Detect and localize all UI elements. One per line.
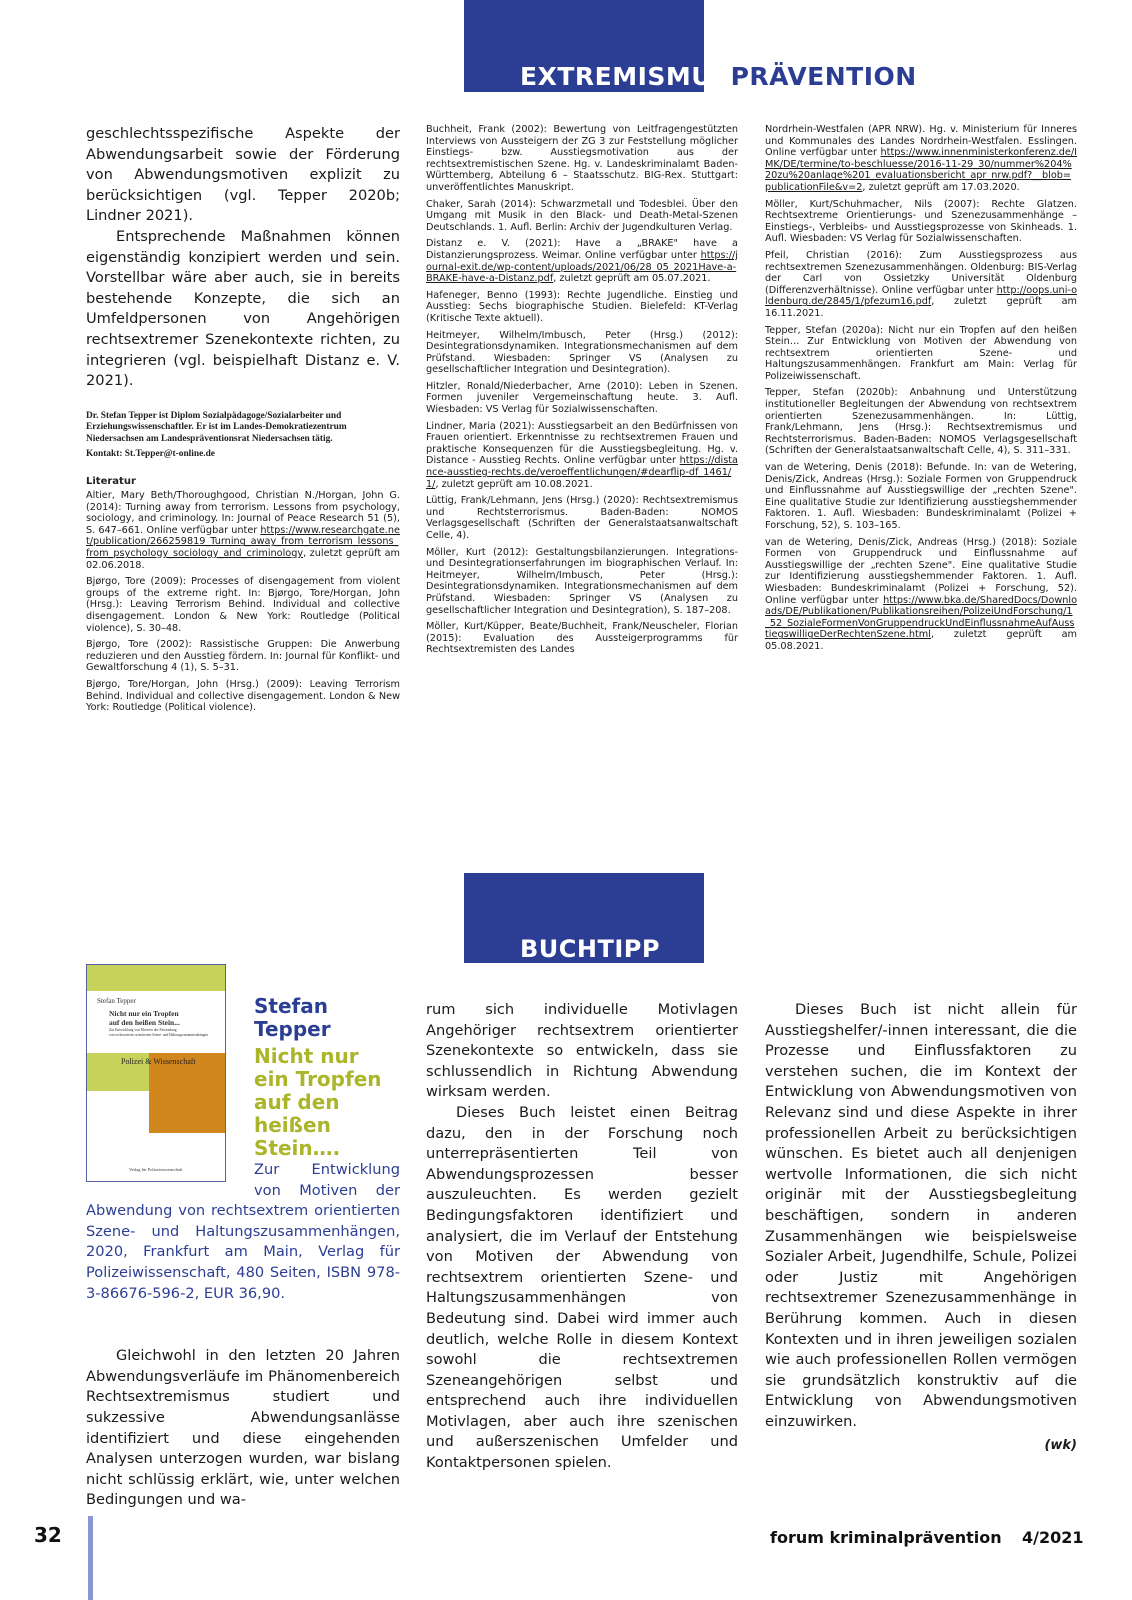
book-details xyxy=(86,1160,400,1304)
literature-entry xyxy=(426,330,738,376)
literature-text-after: , zuletzt geprüft am 05.07.2021. xyxy=(553,273,711,285)
literature-text: Tepper, Stefan (2020b): Anbahnung und Unterstützung institutioneller Begleitungen der Abwendung von rechtsextrem orientierten Szenezusammenhängen. In: Lüttig, Frank/Lehmann, Jens (Hrsg.): Rechtsextremismus und Rechtsterrorismus. Baden-Baden: NOMOS Verlagsgesellschaft (Schriften der Generalstaatsanwaltschaft Celle, 4), S. 311–331. xyxy=(765,387,1077,457)
cover-series: Polizei & Wissenschaft xyxy=(121,1057,196,1066)
book-heading xyxy=(254,995,400,1160)
literature-heading: Literatur xyxy=(86,476,136,488)
book-author: Stefan Tepper xyxy=(254,994,331,1041)
book-title: Nicht nur ein Tropfen auf den heißen Stein…. xyxy=(254,1044,382,1160)
literature-text: Heitmeyer, Wilhelm/Imbusch, Peter (Hrsg.) (2012): Desintegrationsdynamiken. Integrationsmechanismen auf dem Prüfstand. Wiesbaden: Springer VS (Analysen zu gesellschaftlicher Integration und Desintegration). xyxy=(426,329,738,376)
literature-entry xyxy=(765,250,1077,320)
literature-entry xyxy=(426,547,738,617)
literature-text-after: , zuletzt geprüft am 16.11.2021. xyxy=(765,296,1077,319)
literature-link[interactable]: https://www.bka.de/SharedDocs/Downloads/DE/Publikationen/Publikationsreihen/PolizeiUndForschung/1_52_SozialeFormenVonGruppendruckUndEinflussnahmeAufAusstiegswilligeDerRechtenSzene.html xyxy=(765,594,1077,641)
literature-entry xyxy=(426,290,738,325)
buchtipp-paragraph: Gleichwohl in den letzten 20 Jahren Abwendungsverläufe im Phänomenbereich Rechtsextremismus studiert und sukzessive Abwendungsanlässe identifiziert und diese eingehenden Analysen unterzogen wurden, war bislang nicht schlüssig erklärt, wie, unter welchen Bedingungen und wa- xyxy=(86,1347,400,1509)
author-note xyxy=(86,411,400,460)
literature-link[interactable]: https://www.researchgate.net/publication/266259819_Turning_away_from_terrorism_lessons_from_psychology_sociology_and_criminology xyxy=(86,524,400,560)
literature-entry xyxy=(765,199,1077,245)
section-title-part1: EXTREMISMUS xyxy=(520,62,731,91)
literature-text: Lindner, Maria (2021): Ausstiegsarbeit an den Bedürfnissen von Frauen orientiert. Erkenntnisse zu rechtsextremen Frauen und praktische Konsequenzen für die Ausstiegsbegleitung. Hg. v. Distance - Ausstieg Rechts. Online verfügbar unter xyxy=(426,420,738,467)
literature-entry xyxy=(765,124,1077,194)
literature-list-2 xyxy=(426,124,738,661)
literature-entry xyxy=(426,381,738,416)
buchtipp-paragraph: rum sich individuelle Motivlagen Angehöriger rechtsextrem orientierter Szenekontexte so entwickeln, dass sie schlussendlich in Richtung Abwendung wirksam werden. xyxy=(426,1001,738,1101)
literature-entry xyxy=(86,576,400,634)
literature-text: Distanz e. V. (2021): Have a „BRAKE" have a Distanzierungsprozess. Weimar. Online verfügbar unter xyxy=(426,238,738,261)
section-title xyxy=(520,62,917,91)
literature-text: Bjørgo, Tore/Horgan, John (Hrsg.) (2009): Leaving Terrorism Behind. Individual and collective disengagement. London & New York: Routledge (Political violence). xyxy=(86,679,400,714)
author-contact: Kontakt: St.Tepper@t-online.de xyxy=(86,448,215,459)
literature-entry xyxy=(426,199,738,234)
literature-text: Altier, Mary Beth/Thoroughgood, Christian N./Horgan, John G. (2014): Turning away from terrorism. Lessons from psychology, sociology, and criminology. In: Journal of Peace Research 51 (5), S. 647–661. Online verfügbar unter xyxy=(86,490,400,536)
literature-entry xyxy=(86,639,400,674)
book-details-text: Zur Entwicklung von Motiven der Abwendung von rechtsextrem orientierten Szene- und Haltungszusammenhängen, 2020, Frankfurt am Main, Verlag für Polizeiwissenschaft, 480 Seiten, ISBN 978-3-86676-596-2, EUR 36,90. xyxy=(86,1161,400,1302)
literature-text: Möller, Kurt (2012): Gestaltungsbilanzierungen. Integrations- und Desintegrationserfahrungen im biographischen Verlauf. In: Heitmeyer, Wilhelm/Imbusch, Peter (Hrsg.): Desintegrationsdynamiken. Integrationsmechanismen auf dem Prüfstand. Wiesbaden: Springer VS (Analysen zu gesellschaftlicher Integration und Desintegration), S. 187–208. xyxy=(426,546,738,616)
literature-entry xyxy=(426,495,738,541)
cover-top-band xyxy=(87,965,225,991)
page-number: 32 xyxy=(34,1523,62,1547)
literature-text: Buchheit, Frank (2002): Bewertung von Leitfragengestützten Interviews von Aussteigern der ZG 3 zur Feststellung möglicher Einstiegs- bzw. Ausstiegsmotivation aus der rechtsextremistischen Szene. Hg. v. Landeskriminalamt Baden-Württemberg, Abteilung 6 – Staatsschutz. BIG-Rex. Stuttgart: unveröffentlichtes Manuskript. xyxy=(426,124,738,193)
cover-small-2: von rechtsextrem orientierten Szene- und Haltungszusammenhängen xyxy=(109,1033,208,1037)
literature-text-after: , zuletzt geprüft am 10.08.2021. xyxy=(435,478,593,490)
footer-accent-bar xyxy=(88,1516,93,1600)
literature-entry xyxy=(765,462,1077,532)
literature-entry xyxy=(426,238,738,284)
literature-text: Möller, Kurt/Küpper, Beate/Buchheit, Frank/Neuscheler, Florian (2015): Evaluation des Aussteigerprogramms für Rechtsextremisten des Landes xyxy=(426,621,738,656)
literature-entry xyxy=(426,124,738,194)
buchtipp-column-3 xyxy=(765,1000,1077,1457)
literature-entry xyxy=(426,621,738,656)
cover-title-2: auf den heißen Stein... xyxy=(109,1018,180,1027)
literature-text: Pfeil, Christian (2016): Zum Ausstiegsprozess aus rechtsextremen Szenezusammenhängen. Oldenburg: BIS-Verlag der Carl von Ossietzky Universität Oldenburg (Differenzverhältnisse). Online verfügbar unter xyxy=(765,249,1077,296)
section-title-part2: PRÄVENTION xyxy=(730,62,917,91)
literature-link[interactable]: https://www.innenministerkonferenz.de/IMK/DE/termine/to-beschluesse/2016-11-29_30/nummer%204%20zu%20anlage%201_evaluationsbericht_apr_nrw.pdf?__blob=publicationFile&v=2 xyxy=(765,147,1077,193)
article-paragraph: geschlechtsspezifische Aspekte der Abwendungsarbeit sowie der Förderung von Abwendungsmotiven explizit zu berücksichtigen (vgl. Tepper 2020b; Lindner 2021). xyxy=(86,125,400,225)
cover-float-spacer xyxy=(86,1160,254,1184)
buchtipp-column-1 xyxy=(86,995,400,1511)
literature-text: Hafeneger, Benno (1993): Rechte Jugendliche. Einstieg und Ausstieg: Sechs biographische Studien. Bielefeld: KT-Verlag (Kritische Texte aktuell). xyxy=(426,289,738,324)
review-signature: (wk) xyxy=(1044,1438,1077,1454)
literature-text-after: , zuletzt geprüft am 02.06.2018. xyxy=(86,548,400,571)
article-body xyxy=(86,124,400,392)
article-column-1 xyxy=(86,124,400,719)
literature-link[interactable]: http://oops.uni-oldenburg.de/2845/1/pfezum16.pdf xyxy=(765,284,1077,308)
cover-author: Stefan Tepper xyxy=(97,997,136,1005)
literature-text: Möller, Kurt/Schuhmacher, Nils (2007): Rechte Glatzen. Rechtsextreme Orientierungs- und Szenezusammenhänge – Einstiegs-, Verbleibs- und Ausstiegsprozesse von Skinheads. 1. Aufl. Wiesbaden: VS Verlag für Sozialwissenschaften. xyxy=(765,198,1077,245)
literature-entry xyxy=(86,679,400,714)
literature-entry xyxy=(426,421,738,491)
cover-small-1: Zur Entwicklung von Motiven der Abwendung xyxy=(109,1028,177,1032)
buchtipp-paragraph: Dieses Buch ist nicht allein für Ausstiegshelfer/-innen interessant, die die Prozesse und Einflussfaktoren zu verstehen suchen, die im Kontext der Entwicklung von Abwendungsmotiven von Relevanz sind und diese Aspekte in ihrer professionellen Arbeit zu berücksichtigen wünschen. Es bietet auch all denjenigen wertvolle Informationen, die sich nicht originär mit der Ausstiegsbegleitung beschäftigen, sondern in anderen Zusammenhängen wie beispielsweise Sozialer Arbeit, Jugendhilfe, Schule, Polizei oder Justiz mit Angehörigen rechtsextremer Szenezusammenhänge in Berührung kommen. Auch in diesen Kontexten und in ihren jeweiligen sozialen wie auch professionellen Rollen vermögen sie grundsätzlich konstruktiv auf die Entwicklung von Abwendungsmotiven einzuwirken. xyxy=(765,1001,1077,1430)
literature-text-after: , zuletzt geprüft am 05.08.2021. xyxy=(765,629,1077,652)
literature-entry xyxy=(765,537,1077,653)
issue-number: 4/2021 xyxy=(1022,1528,1084,1547)
cover-publisher: Verlag für Polizeiwissenschaft xyxy=(129,1167,183,1172)
buchtipp-column-2 xyxy=(426,1000,738,1474)
literature-text: Nordrhein-Westfalen (APR NRW). Hg. v. Ministerium für Inneres und Kommunales des Landes Nordrhein-Westfalen. Esslingen. Online verfügbar unter xyxy=(765,124,1077,159)
buchtipp-body-1 xyxy=(86,1346,400,1511)
literature-text: Tepper, Stefan (2020a): Nicht nur ein Tropfen auf den heißen Stein… Zur Entwicklung von Motiven der Abwendung von rechtsextrem orientierten Szene- und Haltungszusammenhängen. Frankfurt am Main: Verlag für Polizeiwissenschaft. xyxy=(765,324,1077,382)
literature-link[interactable]: https://journal-exit.de/wp-content/uploads/2021/06/28_05_2021Have-a-BRAKE-have-a-Distanz.pdf xyxy=(426,249,738,285)
literature-text: Bjørgo, Tore (2002): Rassistische Gruppen: Die Anwerbung reduzieren und den Ausstieg fördern. In: Journal für Konflikt- und Gewaltforschung 4 (1), S. 5–31. xyxy=(86,639,400,674)
literature-text-after: , zuletzt geprüft am 17.03.2020. xyxy=(862,181,1020,193)
magazine-name: forum kriminalprävention xyxy=(770,1528,1002,1547)
buchtipp-title: BUCHTIPP xyxy=(520,935,660,963)
literature-text: van de Wetering, Denis/Zick, Andreas (Hrsg.) (2018): Soziale Formen von Gruppendruck und Einflussnahme auf Ausstiegswillige der „rechten Szene". Eine qualitative Studie zur Identifizierung ausstiegshemmender Faktoren. 1. Aufl. Wiesbaden: Bundeskriminalamt (Polizei + Forschung, 52). Online verfügbar unter xyxy=(765,536,1077,606)
literature-text: Lüttig, Frank/Lehmann, Jens (Hrsg.) (2020): Rechtsextremismus und Rechtsterrorismus. Baden-Baden: NOMOS Verlagsgesellschaft (Schriften der Generalstaatsanwaltschaft Celle, 4). xyxy=(426,495,738,541)
author-bio: Dr. Stefan Tepper ist Diplom Sozialpädagoge/Sozialarbeiter und Erziehungswissenschaftler. Er ist im Landes-Demokratiezentrum Niedersachsen am Landespräventionsrat Niedersachsen tätig. xyxy=(86,410,347,444)
literature-list-1 xyxy=(86,490,400,714)
literature-entry xyxy=(765,387,1077,457)
literature-text: van de Wetering, Denis (2018): Befunde. In: van de Wetering, Denis/Zick, Andreas (Hrsg.): Soziale Formen von Gruppendruck und Einflussnahme auf Ausstiegswillige der „rechten Szene". Eine qualitative Studie zur Identifizierung ausstiegshemmender Faktoren. 1. Aufl. Wiesbaden: Bundeskriminalamt (Polizei + Forschung, 52), S. 103–165. xyxy=(765,462,1077,531)
literature-entry xyxy=(86,490,400,571)
literature-text: Bjørgo, Tore (2009): Processes of disengagement from violent groups of the extreme right. In: Bjørgo, Tore/Horgan, John (Hrsg.): Leaving Terrorism Behind. Individual and collective disengagement. London & New York: Routledge (Political violence), S. 30–48. xyxy=(86,576,400,634)
literature-text: Hitzler, Ronald/Niederbacher, Arne (2010): Leben in Szenen. Formen juveniler Vergemeinschaftung heute. 3. Aufl. Wiesbaden: VS Verlag für Sozialwissenschaften. xyxy=(426,380,738,416)
cover-title-1: Nicht nur ein Tropfen xyxy=(109,1009,179,1018)
literature-link[interactable]: https://distance-ausstieg-rechts.de/veroeffentlichungen/#dearflip-df_1461/1/ xyxy=(426,455,738,490)
article-paragraph: Entsprechende Maßnahmen können eigenständig konzipiert werden und sein. Vorstellbar wäre aber auch, sie in bereits bestehende Konzepte, die sich an Umfeldpersonen von Angehörigen rechtsextremer Szenekontexte richten, zu integrieren (vgl. beispielhaft Distanz e. V. 2021). xyxy=(86,227,400,390)
literature-text: Chaker, Sarah (2014): Schwarzmetall und Todesblei. Über den Umgang mit Musik in den Black- und Death-Metal-Szenen Deutschlands. 1. Aufl. Berlin: Archiv der Jugendkulturen Verlag. xyxy=(426,198,738,233)
literature-list-3 xyxy=(765,124,1077,658)
buchtipp-paragraph: Dieses Buch leistet einen Beitrag dazu, den in der Forschung noch unterrepräsentierten Teil von Abwendungsprozessen besser auszuleuchten. Es werden gezielt Bedingungsfaktoren identifiziert und analysiert, die im Verlauf der Entstehung von Motiven der Abwendung von rechtsextrem orientierten Szene- und Haltungszusammenhängen von Bedeutung sind. Dabei wird immer auch deutlich, welche Rolle in diesem Kontext sowohl die rechtsextremen Szeneangehörigen selbst und entsprechend auch ihre individuellen Motivlagen, aber auch ihre szenischen und außerszenischen Umfelder und Kontaktpersonen spielen. xyxy=(426,1103,738,1472)
literature-entry xyxy=(765,325,1077,383)
